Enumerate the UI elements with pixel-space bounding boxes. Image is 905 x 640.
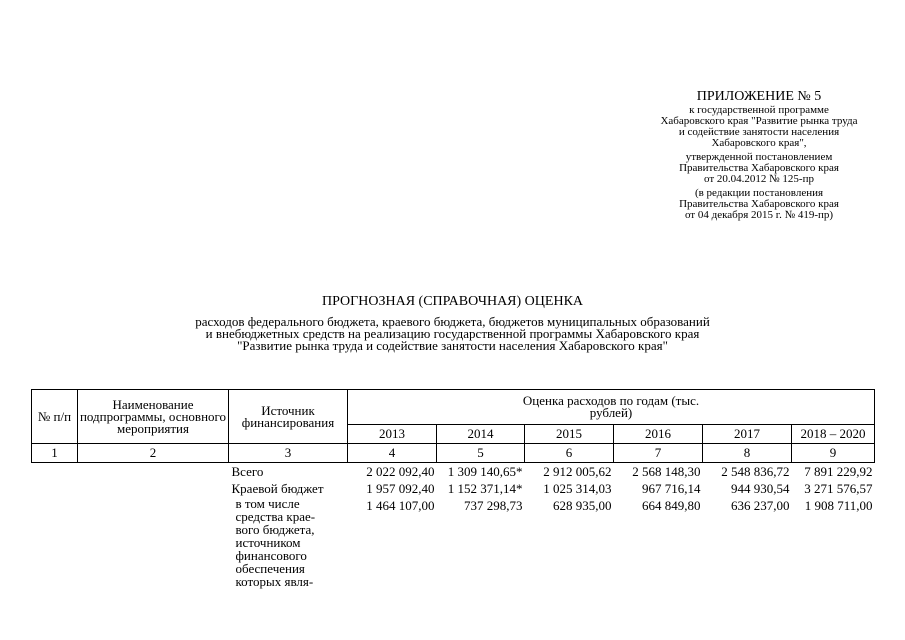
table-cell: 7 891 229,92 [804,464,873,479]
subtitle-line: расходов федерального бюджета, краевого бюджета, бюджетов муниципальных образований [195,314,710,329]
subtitle-line: "Развитие рынка труда и содействие занятости населения Хабаровского края" [237,338,668,353]
table-cell: 1 025 314,03 [543,481,612,496]
row-source: Всего [231,464,264,479]
header-estimate-text: Оценка расходов по годам (тыс. рублей) [522,393,700,420]
column-index: 7 [614,444,703,463]
row-source-text: в том числе средства крае-вого бюджета, источником финансового обеспечения которых явля- [235,496,316,589]
appendix-line: Правительства Хабаровского края [679,198,839,210]
header-number: № п/п [32,390,78,444]
appendix-line: от 04 декабря 2015 г. № 419-пр) [684,209,834,221]
table-row [32,480,875,497]
appendix-title: ПРИЛОЖЕНИЕ № 5 [696,89,822,104]
row-source: Краевой бюджет [231,481,324,496]
estimate-table [31,389,875,588]
table-cell: 737 298,73 [464,498,523,513]
row-source [229,497,348,588]
header-year: 2017 [703,425,792,444]
header-year: 2014 [437,425,525,444]
table-cell: 967 716,14 [642,481,701,496]
header-source: Источник финансирования [229,390,348,444]
subtitle-line: и внебюджетных средств на реализацию государственной программы Хабаровского края [205,326,700,341]
table-cell: 2 568 148,30 [632,464,701,479]
table-cell: 628 935,00 [553,498,612,513]
header-year: 2018 – 2020 [792,425,875,444]
table-row [32,497,875,588]
document-title: ПРОГНОЗНАЯ (СПРАВОЧНАЯ) ОЦЕНКА [321,294,584,309]
column-index-row [32,444,875,463]
appendix-line: (в редакции постановления [694,187,824,199]
table-cell: 664 849,80 [642,498,701,513]
table-cell: 1 464 107,00 [366,498,435,513]
table-cell: 2 022 092,40 [366,464,435,479]
table-cell: 636 237,00 [731,498,790,513]
table-cell: 2 548 836,72 [721,464,790,479]
appendix-line: Хабаровского края "Развитие рынка труда [660,115,858,127]
table-cell: 1 957 092,40 [366,481,435,496]
appendix-line: от 20.04.2012 № 125-пр [704,173,814,185]
table-cell: 1 309 140,65* [447,464,523,479]
appendix-line: и содействие занятости населения [678,126,840,138]
header-name: Наименование подпрограммы, основного мероприятия [78,390,229,444]
appendix-block [618,88,900,221]
appendix-line: Правительства Хабаровского края [679,162,839,174]
column-index: 8 [703,444,792,463]
appendix-line: Хабаровского края", [711,137,807,149]
appendix-line: к государственной программе [689,104,829,116]
document-subtitle [0,316,905,352]
table-cell: 1 152 371,14* [447,481,523,496]
table-cell: 944 930,54 [731,481,790,496]
table-cell: 2 912 005,62 [543,464,612,479]
column-index: 9 [792,444,875,463]
header-year: 2013 [348,425,437,444]
document-heading [0,293,905,352]
column-index: 1 [32,444,78,463]
column-index: 5 [437,444,525,463]
header-year: 2015 [525,425,614,444]
header-year: 2016 [614,425,703,444]
table-cell: 1 908 711,00 [804,498,873,513]
column-index: 2 [78,444,229,463]
column-index: 4 [348,444,437,463]
column-index: 3 [229,444,348,463]
column-index: 6 [525,444,614,463]
header-estimate [348,390,875,425]
table-cell: 3 271 576,57 [804,481,873,496]
appendix-line: утвержденной постановлением [685,151,833,163]
table-row [32,463,875,481]
